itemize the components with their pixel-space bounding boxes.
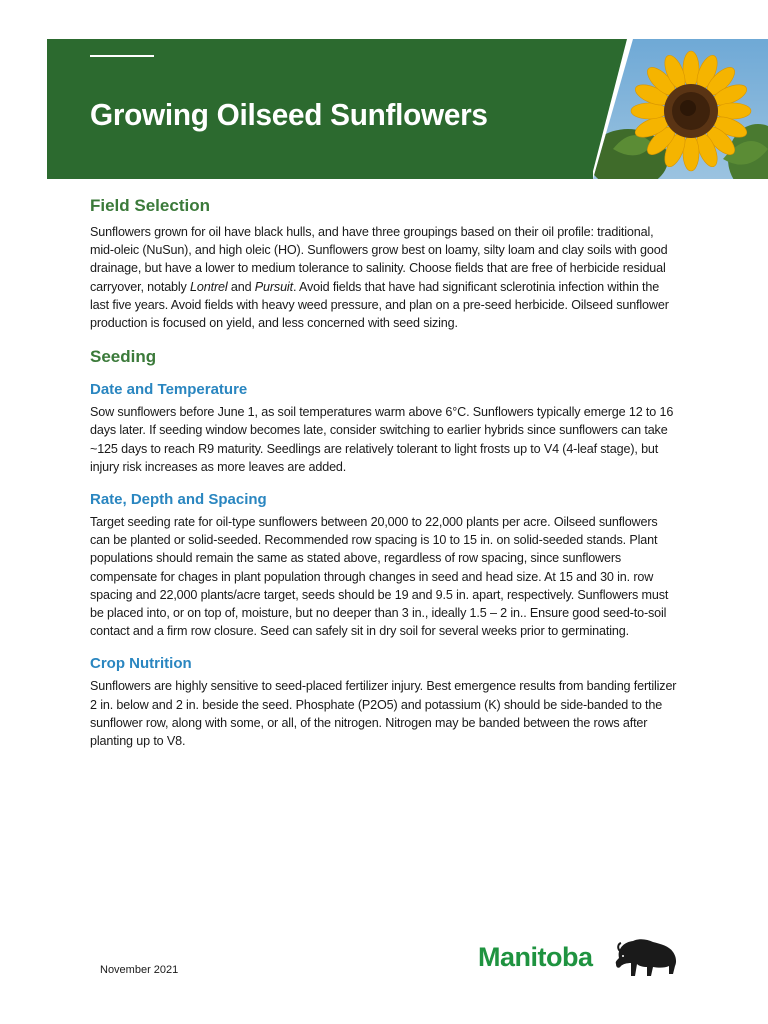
manitoba-logo [478,934,688,982]
seeding-heading: Seeding [90,347,157,367]
field-selection-section [90,196,680,332]
rate-depth-spacing-heading: Rate, Depth and Spacing [90,491,267,509]
crop-nutrition-text: Sunflowers are highly sensitive to seed-placed fertilizer injury. Best emergence results from banding fertilizer 2 in. below and 2 in. beside the seed. Phosphate (P2O5) and potassium (K) should be side-banded to the sunflower row, along with some, or all, of the nitrogen. Nitrogen may be banded between the rows after planting up to V8. [90,679,677,749]
main-content [90,196,680,750]
sunflower-photo [593,39,768,179]
date-temperature-text: Sow sunflowers before June 1, as soil temperatures warm above 6°C. Sunflowers typically emerge 12 to 16 days later. If seeding window becomes late, consider switching to earlier hybrids since sunflowers can take ~125 days to reach R9 maturity. Seedlings are relatively tolerant to light frosts up to V4 (4-leaf stage), but injury risk increases as more leaves are added. [90,405,674,474]
header-rule [90,55,154,57]
rate-depth-spacing-text: Target seeding rate for oil-type sunflowers between 20,000 to 22,000 plants per acre. Oilseed sunflowers can be planted or solid-seeded. Recommended row spacing is 10 to 15 in. on solid-seeded stands. Plant populations should remain the same as stated above, regardless of row spacing, since sunflowers compensate for chages in plant population through changes in seed and head size. At 15 and 30 in. row spacing and 22,000 plants/acre target, seeds should be 19 and 9.5 in. apart, respectively. Sunflowers must be placed into, or on top of, moisture, but no deeper than 3 in., ideally 1.5 – 2 in.. Ensure good seed-to-soil contact and a firm row closure. Seed can safely sit in dry soil for several weeks prior to germinating. [90,515,669,639]
date-temperature-heading: Date and Temperature [90,381,248,399]
crop-nutrition-heading: Crop Nutrition [90,655,192,673]
header-banner [47,39,768,179]
bison-icon [613,936,679,980]
field-selection-heading: Field Selection [90,196,210,215]
page-title: Growing Oilseed Sunflowers [90,97,488,132]
logo-wordmark: Manitoba [478,942,593,972]
lontrel-herbicide: Lontrel [190,279,228,294]
field-selection-text: Sunflowers grown for oil have black hulls, and have three groupings based on their oil profile: traditional, mid-oleic (NuSun), and high oleic (HO). Sunflowers grow best on loamy, silty loam and clay soils with good drainage, but have a lower to medium tolerance to salinity. Choose fields that are free of herbicide residual carryover, notably Lontrel and Pursuit. Avoid fields that have had significant sclerotinia infection within the last five years. Avoid fields with heavy weed pressure, and plan on a pre-seed herbicide. Oilseed sunflower production is focused on yield, and less concerned with seed sizing. [90,225,669,331]
publication-date: November 2021 [100,964,179,976]
seeding-section [90,347,680,750]
pursuit-herbicide: Pursuit [254,279,293,294]
